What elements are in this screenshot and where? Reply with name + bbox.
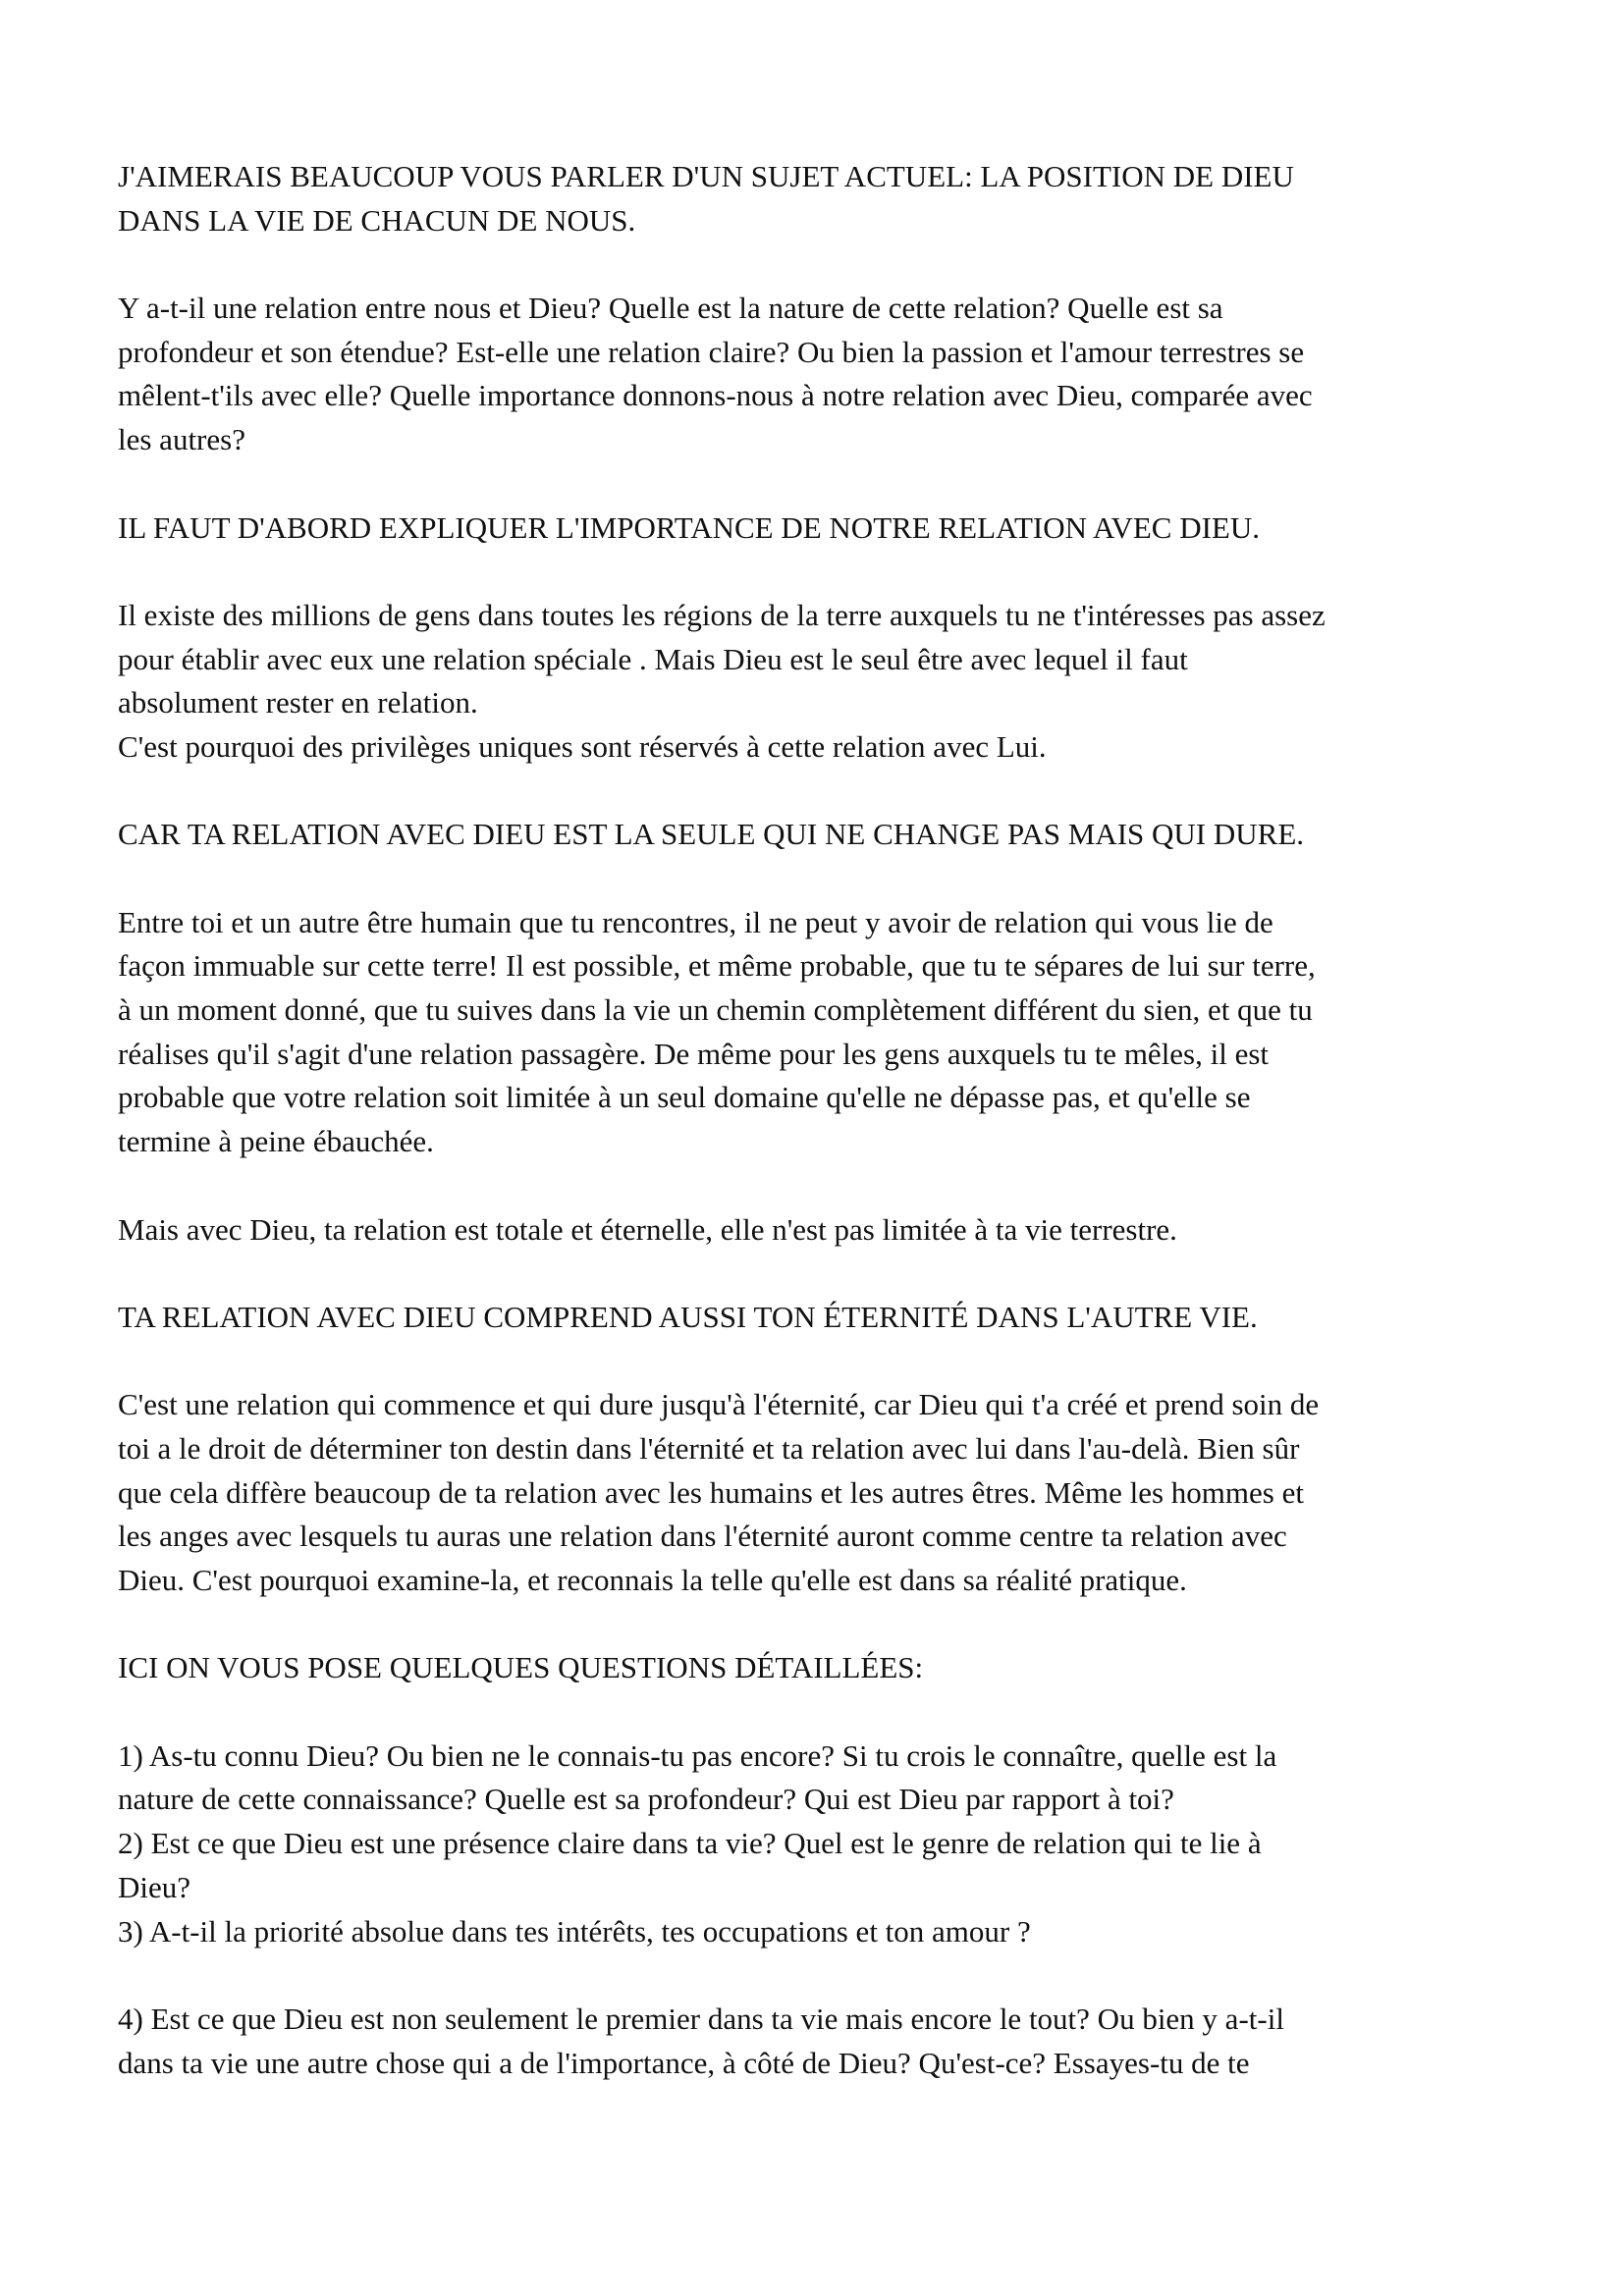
text-line: à un moment donné, que tu suives dans la vie un chemin complètement différent du sien, et que tu <box>118 992 1313 1028</box>
text-line: Il existe des millions de gens dans toutes les régions de la terre auxquels tu ne t'intéresses pas assez <box>118 597 1326 632</box>
text-line: Dieu. C'est pourquoi examine-la, et reconnais la telle qu'elle est dans sa réalité pratique. <box>118 1563 1187 1597</box>
text-line: 4) Est ce que Dieu est non seulement le premier dans ta vie mais encore le tout? Ou bien y a-t-il <box>118 2001 1284 2036</box>
text-line: 2) Est ce que Dieu est une présence claire dans ta vie? Quel est le genre de relation qui te lie à <box>118 1826 1262 1861</box>
paragraph-spacer <box>118 1603 1532 1647</box>
text-line: IL FAUT D'ABORD EXPLIQUER L'IMPORTANCE DE NOTRE RELATION AVEC DIEU. <box>118 509 1260 545</box>
text-line: ICI ON VOUS POSE QUELQUES QUESTIONS DÉTAILLÉES: <box>118 1650 924 1685</box>
text-line: 1) As-tu connu Dieu? Ou bien ne le connais-tu pas encore? Si tu crois le connaître, quelle est la <box>118 1737 1277 1773</box>
text-line: termine à peine ébauchée. <box>118 1124 434 1159</box>
section-heading <box>118 155 1532 242</box>
text-line: Y a-t-il une relation entre nous et Dieu? Quelle est la nature de cette relation? Quelle est sa <box>118 291 1223 326</box>
text-line: que cela diffère beaucoup de ta relation avec les humains et les autres êtres. Même les hommes et <box>118 1474 1304 1510</box>
text-line: 3) A-t-il la priorité absolue dans tes intérêts, tes occupations et ton amour ? <box>118 1913 1031 1949</box>
paragraph-spacer <box>118 242 1532 287</box>
paragraph-spacer <box>118 550 1532 594</box>
text-line: les autres? <box>118 422 245 457</box>
paragraph-spacer <box>118 1690 1532 1735</box>
paragraph-spacer <box>118 462 1532 507</box>
text-line: C'est une relation qui commence et qui dure jusqu'à l'éternité, car Dieu qui t'a créé et prend soin de <box>118 1387 1320 1422</box>
text-line: Mais avec Dieu, ta relation est totale et éternelle, elle n'est pas limitée à ta vie terrestre. <box>118 1211 1177 1247</box>
paragraph-spacer <box>118 1252 1532 1296</box>
paragraph-spacer <box>118 857 1532 901</box>
text-line: J'AIMERAIS BEAUCOUP VOUS PARLER D'UN SUJET ACTUEL: LA POSITION DE DIEU <box>118 159 1294 193</box>
section-heading <box>118 507 1532 551</box>
section-heading <box>118 1296 1532 1340</box>
text-line: les anges avec lesquels tu auras une relation dans l'éternité auront comme centre ta relation avec <box>118 1519 1287 1554</box>
text-line: Entre toi et un autre être humain que tu rencontres, il ne peut y avoir de relation qui vous lie de <box>118 904 1273 939</box>
document-body <box>118 155 1532 2085</box>
paragraph-spacer <box>118 1164 1532 1208</box>
paragraph <box>118 901 1532 1164</box>
text-line: mêlent-t'ils avec elle? Quelle importance donnons-nous à notre relation avec Dieu, comparée avec <box>118 378 1313 413</box>
text-line: absolument rester en relation. <box>118 685 478 721</box>
paragraph <box>118 1383 1532 1602</box>
text-line: dans ta vie une autre chose qui a de l'importance, à côté de Dieu? Qu'est-ce? Essayes-tu de te <box>118 2045 1250 2080</box>
text-line: CAR TA RELATION AVEC DIEU EST LA SEULE QUI NE CHANGE PAS MAIS QUI DURE. <box>118 817 1305 852</box>
paragraph <box>118 1998 1532 2085</box>
section-heading <box>118 1646 1532 1690</box>
paragraph-spacer <box>118 770 1532 814</box>
text-line: façon immuable sur cette terre! Il est possible, et même probable, que tu te sépares de lui sur terre, <box>118 948 1316 984</box>
section-heading <box>118 813 1532 857</box>
paragraph-spacer <box>118 1953 1532 1998</box>
text-line: Dieu? <box>118 1869 191 1904</box>
text-line: C'est pourquoi des privilèges uniques sont réservés à cette relation avec Lui. <box>118 728 1047 764</box>
paragraph <box>118 287 1532 462</box>
text-line: pour établir avec eux une relation spéciale . Mais Dieu est le seul être avec lequel il faut <box>118 641 1188 676</box>
text-line: probable que votre relation soit limitée à un seul domaine qu'elle ne dépasse pas, et qu'elle se <box>118 1080 1251 1115</box>
paragraph <box>118 1208 1532 1253</box>
paragraph-spacer <box>118 1340 1532 1384</box>
paragraph <box>118 1735 1532 1953</box>
text-line: DANS LA VIE DE CHACUN DE NOUS. <box>118 202 636 238</box>
paragraph <box>118 594 1532 770</box>
text-line: TA RELATION AVEC DIEU COMPREND AUSSI TON ÉTERNITÉ DANS L'AUTRE VIE. <box>118 1299 1258 1334</box>
text-line: toi a le droit de déterminer ton destin dans l'éternité et ta relation avec lui dans l'au-delà. Bien sûr <box>118 1430 1300 1466</box>
text-line: nature de cette connaissance? Quelle est sa profondeur? Qui est Dieu par rapport à toi? <box>118 1782 1174 1817</box>
text-line: réalises qu'il s'agit d'une relation passagère. De même pour les gens auxquels tu te mêles, il est <box>118 1036 1270 1071</box>
text-line: profondeur et son étendue? Est-elle une relation claire? Ou bien la passion et l'amour terrestres se <box>118 334 1305 369</box>
